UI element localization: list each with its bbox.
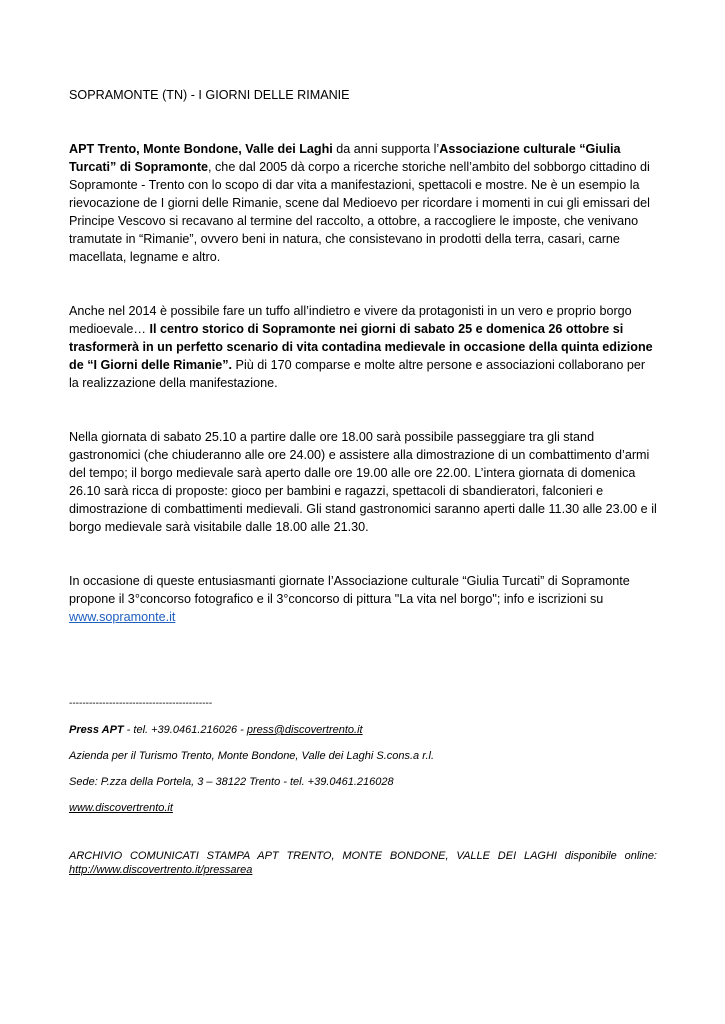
azienda-line: Azienda per il Turismo Trento, Monte Bondone, Valle dei Laghi S.cons.a r.l.: [69, 750, 435, 762]
intro-text-1: da anni supporta l’: [332, 142, 440, 156]
paragraph-intro: [69, 140, 657, 266]
press-contact: [69, 723, 657, 737]
document-title: SOPRAMONTE (TN) - I GIORNI DELLE RIMANIE: [69, 88, 350, 102]
event-highlight: Il centro storico di Sopramonte nei giorni di sabato 25 e domenica 26 ottobre si trasformerà in un perfetto scenario di vita contadina medievale in occasione della quinta edizione de “I Giorni delle Rimanie”.: [69, 322, 653, 372]
sopramonte-link[interactable]: www.sopramonte.it: [69, 610, 176, 624]
press-release-body: [69, 86, 657, 626]
apt-name: APT Trento, Monte Bondone, Valle dei Laghi: [69, 142, 333, 156]
press-tel: - tel. +39.0461.216026 -: [123, 724, 247, 736]
archivio-line: ARCHIVIO COMUNICATI STAMPA APT TRENTO, MONTE BONDONE, VALLE DEI LAGHI disponibile online:: [69, 850, 657, 862]
archivio-link[interactable]: http://www.discovertrento.it/pressarea: [69, 864, 253, 876]
paragraph-schedule: Nella giornata di sabato 25.10 a partire dalle ore 18.00 sarà possibile passeggiare tra gli stand gastronomici (che chiuderanno alle ore 24.00) e assistere alla dimostrazione di un combattimento d’armi del tempo; il borgo medievale sarà aperto dalle ore 19.00 alle ore 22.00. L’intera giornata di domenica 26.10 sarà ricca di proposte: gioco per bambini e ragazzi, spettacoli di sbandieratori, falconieri e dimostrazione di combattimenti medievali. Gli stand gastronomici saranno aperti dalle 11.30 alle 23.00 e il borgo medievale sarà visitabile dalle 18.00 alle 21.30.: [69, 430, 657, 534]
sede-line: Sede: P.zza della Portela, 3 – 38122 Trento - tel. +39.0461.216028: [69, 776, 394, 788]
paragraph-event: [69, 302, 657, 392]
event-text-1: Anche nel 2014 è possibile fare un tuffo all’indietro e vivere da protagonisti in un vero e proprio borgo medioevale…: [69, 304, 632, 336]
paragraph-contest: [69, 572, 657, 626]
event-text-2: Più di 170 comparse e molte altre persone e associazioni collaborano per la realizzazione della manifestazione.: [69, 358, 646, 390]
press-label: Press APT: [69, 724, 124, 736]
intro-text-2: , che dal 2005 dà corpo a ricerche storiche nell’ambito del sobborgo cittadino di Sopramonte - Trento con lo scopo di dar vita a manifestazioni, spettacoli e mostre. Ne è un esempio la rievocazione de I giorni delle Rimanie, scene dal Medioevo per ricordare i momenti in cui gli emissari del Principe Vescovo si recavano al termine del raccolto, a ottobre, a raccogliere le imposte, che venivano tramutate in “Rimanie”, ovvero beni in natura, che consistevano in prodotti della terra, casari, carne macellata, legname e altro.: [69, 160, 650, 264]
press-email-link[interactable]: press@discovertrento.it: [246, 724, 363, 736]
website-link[interactable]: www.discovertrento.it: [69, 802, 173, 814]
footer-divider: -------------------------------------------: [69, 698, 213, 709]
association-name: Associazione culturale “Giulia Turcati” di Sopramonte: [69, 142, 621, 174]
contest-text: In occasione di queste entusiasmanti giornate l’Associazione culturale “Giulia Turcati” di Sopramonte propone il 3°concorso fotografico e il 3°concorso di pittura "La vita nel borgo"; info e iscrizioni su: [69, 574, 630, 606]
press-footer: [69, 697, 657, 877]
